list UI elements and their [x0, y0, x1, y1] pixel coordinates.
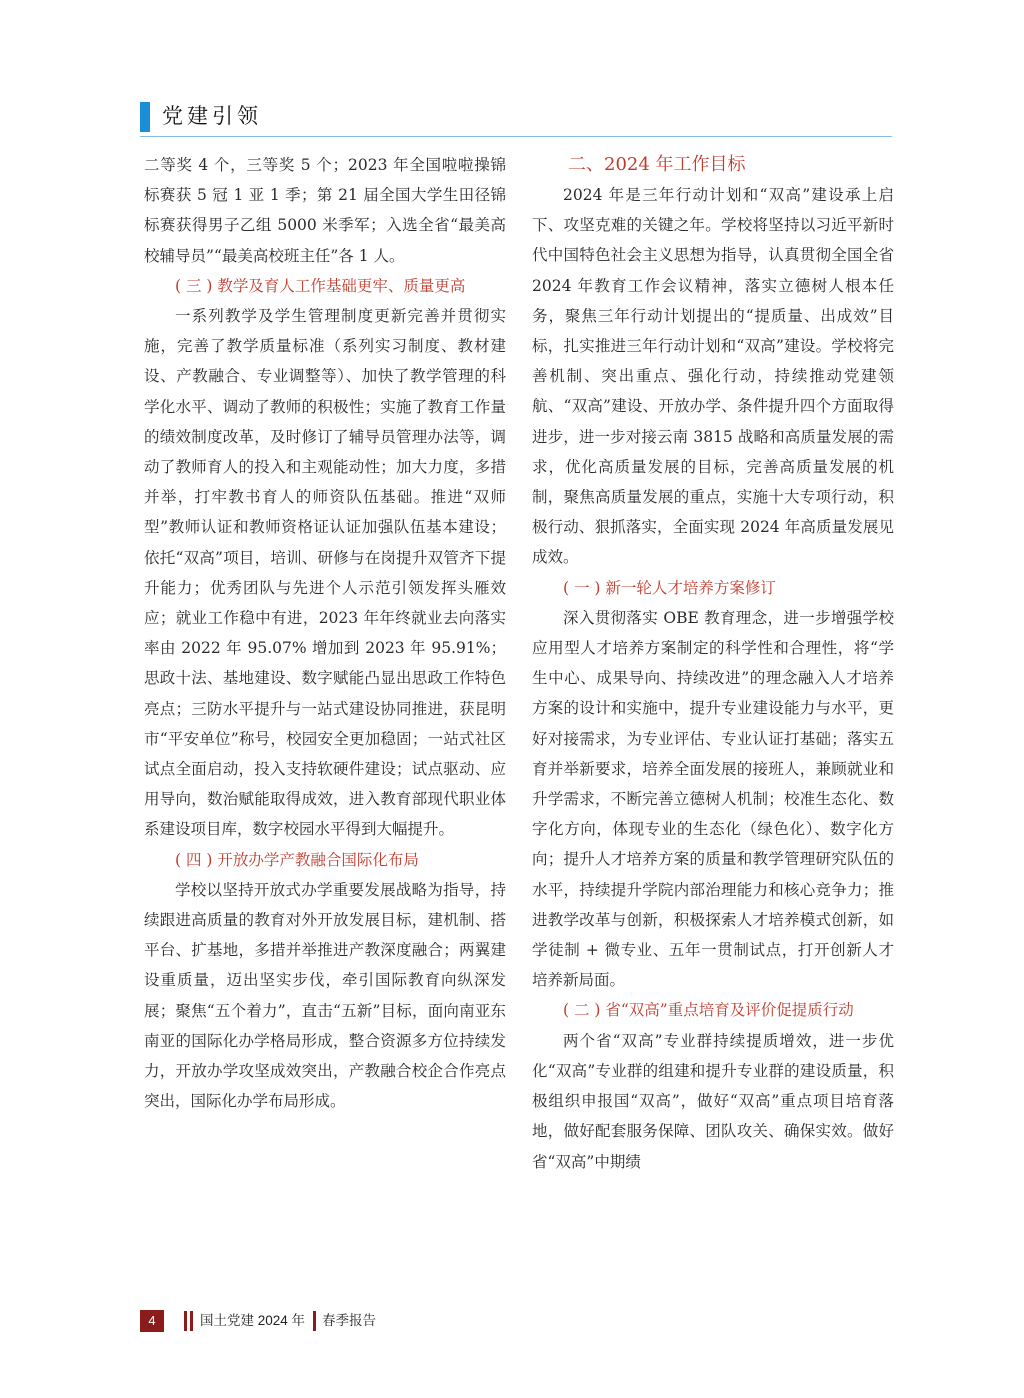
header-accent-bar: [140, 102, 150, 132]
paragraph-double-high: 两个省“双高”专业群持续提质增效，进一步优化“双高”专业群的组建和提升专业群的建设质量，积极组织申报国“双高”，做好“双高”重点项目培育落地，做好配套服务保障、团队攻关、确保实效。做好省“双高”中期绩: [532, 1031, 894, 1171]
paragraph-open-education: 学校以坚持开放式办学重要发展战略为指导，持续跟进高质量的教育对外开放发展目标，建机制、搭平台、扩基地，多措并举推进产教深度融合；两翼建设重质量，迈出坚实步伐，牵引国际教育向纵深发展；聚焦“五个着力”，直击“五新”目标，面向南亚东南亚的国际化办学格局形成，整合资源多方位持续发力，开放办学攻坚成效突出，产教融合校企合作亮点突出，国际化办学布局形成。: [144, 880, 506, 1111]
paragraph-teaching: 一系列教学及学生管理制度更新完善并贯彻实施，完善了教学质量标准（系列实习制度、教材建设、产教融合、专业调整等）、加快了教学管理的科学化水平、调动了教师的积极性；实施了教育工作量的绩效制度改革，及时修订了辅导员管理办法等，调动了教师育人的投入和主观能动性；加大力度，多措并举，打牢教书育人的师资队伍基础。推进“双师型”教师认证和教师资格证认证加强队伍基本建设；依托“双高”项目，培训、研修与在岗提升双管齐下提升能力；优秀团队与先进个人示范引领发挥头雁效应；就业工作稳中有进，2023 年年终就业去向落实率由 2022 年 95.07% 增加到 2023 年 95.91%；思政十法、基地建设、数字赋能凸显出思政工作特色亮点；三防水平提升与一站式建设协同推进，获昆明市“平安单位”称号，校园安全更加稳固；一站式社区试点全面启动，投入支持软硬件建设；试点驱动、应用导向，数治赋能取得成效，进入教育部现代职业体系建设项目库，数字校园水平得到大幅提升。: [144, 307, 506, 839]
paragraph-intro: 2024 年是三年行动计划和“双高”建设承上启下、攻坚克难的关键之年。学校将坚持以习近平新时代中国特色社会主义思想为指导，认真贯彻全国全省 2024 年教育工作会议精神，落实立德树人根本任务，聚焦三年行动计划提出的“提质量、出成效”目标，扎实推进三年行动计划和“双高”建设。学校将完善机制、突出重点、强化行动，持续推动党建领航、“双高”建设、开放办学、条件提升四个方面取得进步，进一步对接云南 3815 战略和高质量发展的需求，优化高质量发展的目标，完善高质量发展的机制，聚焦高质量发展的重点，实施十大专项行动，积极行动、狠抓落实，全面实现 2024 年高质量发展见成效。: [532, 186, 894, 567]
footer-report: 春季报告: [322, 1313, 376, 1329]
footer-bar: [184, 1311, 187, 1331]
left-column: [144, 150, 506, 1117]
subheading-1: ( 一 ) 新一轮人才培养方案修订: [563, 578, 776, 597]
footer-bar: [190, 1311, 193, 1331]
section-title: 二、2024 年工作目标: [568, 154, 746, 175]
page-footer: [140, 1310, 640, 1334]
page-number: 4: [140, 1310, 164, 1332]
subheading-3: ( 三 ) 教学及育人工作基础更牢、质量更高: [175, 276, 466, 295]
paragraph-talent-plan: 深入贯彻落实 OBE 教育理念，进一步增强学校应用型人才培养方案制定的科学性和合理性，将“学生中心、成果导向、持续改进”的理念融入人才培养方案的设计和实施中，提升专业建设能力与水平，更好对接需求，为专业评估、专业认证打基础；落实五育并举新要求，培养全面发展的接班人，兼顾就业和升学需求，不断完善立德树人机制；校准生态化、数字化方向，体现专业的生态化（绿色化）、数字化方向；提升人才培养方案的质量和教学管理研究队伍的水平，持续提升学院内部治理能力和核心竞争力；推进教学改革与创新，积极探索人才培养模式创新，如学徒制 + 微专业、五年一贯制试点，打开创新人才培养新局面。: [532, 608, 894, 990]
subheading-4: ( 四 ) 开放办学产教融合国际化布局: [175, 850, 419, 869]
right-column: [532, 150, 894, 1177]
footer-publication: 国土党建 2024 年: [200, 1313, 306, 1328]
header-divider: [140, 136, 892, 137]
header-title: 党建引领: [162, 104, 262, 128]
paragraph-continued: 二等奖 4 个，三等奖 5 个；2023 年全国啦啦操锦标赛获 5 冠 1 亚 1 季；第 21 届全国大学生田径锦标赛获得男子乙组 5000 米季军；入选全省“最美高校辅导员”“最美高校班主任”各 1 人。: [144, 156, 506, 265]
footer-bar: [313, 1311, 316, 1331]
subheading-2: ( 二 ) 省“双高”重点培育及评价促提质行动: [563, 1001, 854, 1020]
